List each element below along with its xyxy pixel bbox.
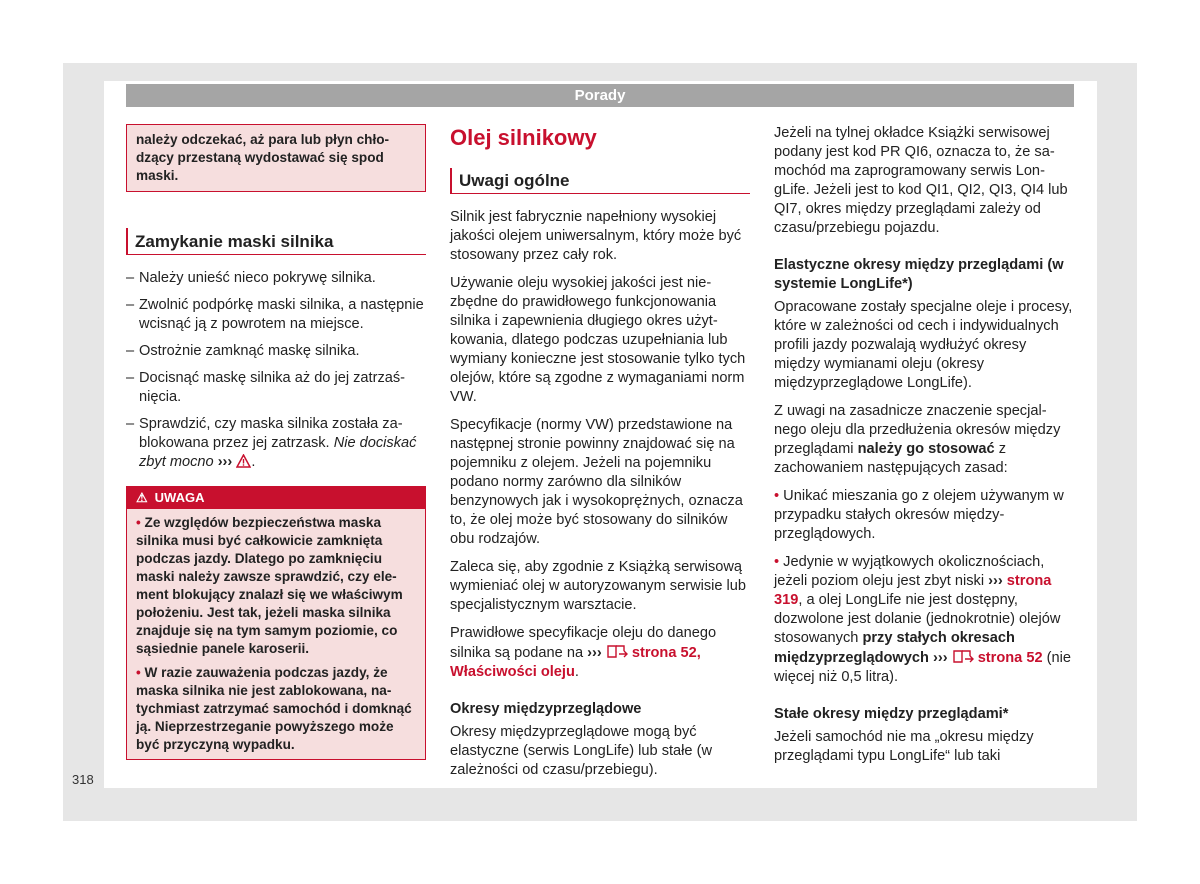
section-reference-link[interactable]: Właściwości oleju (450, 664, 575, 680)
paragraph: Z uwagi na zasadnicze znaczenie specjalnego oleju dla przedłużenia okresów między przeglądami należy go stosować z zachowaniem następujących zasad: (774, 403, 1061, 476)
step-item: – Zwolnić podpórkę maski silnika, a następnie wcisnąć ją z powrotem na miejsce. (126, 297, 424, 332)
heading-flexible-intervals: Elastyczne okresy między przeglądami (w systemie LongLife*) (774, 257, 1064, 292)
warning-continuation: należy odczekać, aż para lub płyn chłodzący przestaną wydostawać się spod maski. (126, 124, 426, 192)
section-heading-closing-hood: Zamykanie maski silnika (126, 228, 426, 255)
warning-bullet: • W razie zauważenia podczas jazdy, że maska silnika nie jest zablokowana, natychmiast zatrzymać samochód i domknąć ją. Nieprzestrzeganie powyższego może być przyczyną wypadku. (136, 665, 412, 752)
warning-body (127, 509, 425, 759)
warning-triangle-icon: ⚠ (136, 490, 148, 505)
warning-header: ⚠ UWAGA (127, 487, 425, 509)
warning-triangle-icon (236, 454, 251, 468)
book-reference-icon (952, 648, 974, 664)
page-reference-link[interactable]: strona 52 (977, 650, 1043, 666)
chapter-title: Olej silnikowy (450, 125, 597, 150)
page-number: 318 (72, 772, 94, 787)
warning-box (126, 486, 426, 760)
page-reference-link[interactable]: strona 52, (631, 645, 701, 661)
paragraph: Jeżeli na tylnej okładce Książki serwisowej podany jest kod PR QI6, oznacza to, że samochód ma zaprogramowany serwis LongLife. Jeżeli jest to kod QI1, QI2, QI3, QI4 lub QI7, okres między przeglądami zależy od czasu/przebiegu pojazdu. (774, 125, 1068, 236)
section-header: Porady (126, 84, 1074, 107)
book-reference-icon (606, 643, 628, 659)
bullet-item: • Unikać mieszania go z olejem używanym w przypadku stałych okresów międzyprzeglądowych. (774, 488, 1064, 542)
paragraph: Specyfikacje (normy VW) przedstawione na następnej stronie powinny znajdować się na pojemniku z olejem. Jeżeli na pojemniku podano normy zarówno dla silników benzynowych jak i wysokoprężnych, oznacza to, że olej może być stosowany do silników obu rodzajów. (450, 417, 743, 547)
paragraph: Opracowane zostały specjalne oleje i procesy, które w zależności od cech i indywidualnych profili jazdy pozwalają wydłużyć okresy między wymianami oleju (okresy międzyprzeglądowe LongLife). (774, 299, 1073, 391)
heading-service-intervals: Okresy międzyprzeglądowe (450, 701, 642, 717)
warning-bullet: • Ze względów bezpieczeństwa maska silnika musi być całkowicie zamknięta podczas jazdy. Dlatego po zamknięciu maski należy zawsze sprawdzić, czy element blokujący znalazł się we właściwym położeniu. Jest tak, jeżeli maska silnika znajduje się na tym samym poziomie, co sąsiednie panele karoserii. (136, 515, 403, 656)
page-reference-link[interactable]: strona 319 (774, 573, 1052, 608)
column-left (126, 124, 426, 760)
paragraph: Silnik jest fabrycznie napełniony wysokiej jakości olejem uniwersalnym, który może być stosowany przez cały rok. (450, 209, 742, 263)
step-item: – Docisnąć maskę silnika aż do jej zatrzaśnięcia. (126, 370, 406, 405)
heading-fixed-intervals: Stałe okresy między przeglądami* (774, 706, 1009, 722)
column-right (774, 124, 1074, 775)
bullet-item: • Jedynie w wyjątkowych okolicznościach, jeżeli poziom oleju jest zbyt niski ››› strona 319, a olej LongLife nie jest dostępny, dozwolone jest dolanie (jednokrotnie) olejów stosowanych przy stałych okresach międzyprzeglądowych ››› strona 52 (nie więcej niż 0,5 litra). (774, 554, 1071, 685)
paragraph: Używanie oleju wysokiej jakości jest niezbędne do prawidłowego funkcjonowania silnika i zapewnienia długiego okres użytkowania, dlatego podczas uzupełniania lub wymiany konieczne jest stosowanie tylko tych olejów, które są zgodne z wymaganiami norm VW. (450, 275, 746, 405)
paragraph: Prawidłowe specyfikacje oleju do danego silnika są podane na ››› strona 52, Właściwości oleju. (450, 625, 717, 680)
steps-list (126, 269, 426, 472)
step-item: – Należy unieść nieco pokrywę silnika. (126, 270, 376, 286)
step-item: – Sprawdzić, czy maska silnika została zablokowana przez jej zatrzask. Nie dociskać zbyt mocno ››› . (126, 416, 417, 470)
reference-arrows: ››› (217, 454, 233, 470)
subheading-general-notes: Uwagi ogólne (450, 168, 750, 194)
column-middle (450, 124, 750, 789)
paragraph: Zaleca się, aby zgodnie z Książką serwisową wymieniać olej w autoryzowanym serwisie lub specjalistycznym warsztacie. (450, 559, 747, 613)
paragraph: Okresy międzyprzeglądowe mogą być elastyczne (serwis LongLife) lub stałe (w zależności od czasu/przebiegu). (450, 724, 712, 778)
step-item: – Ostrożnie zamknąć maskę silnika. (126, 343, 360, 359)
paragraph: Jeżeli samochód nie ma „okresu między przeglądami typu LongLife“ lub taki (774, 729, 1034, 764)
